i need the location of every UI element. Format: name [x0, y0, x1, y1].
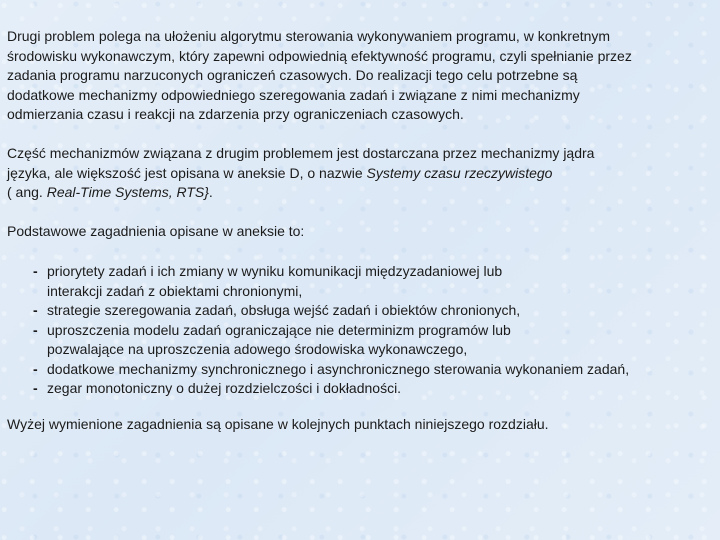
paragraph-3 — [7, 222, 717, 242]
bullet-marker: - — [33, 360, 38, 377]
paragraph-2-line-3 — [7, 183, 717, 203]
list-item-5-line-1: zegar monotoniczny o dużej rozdzielczości i dokładności. — [47, 380, 402, 396]
paragraph-1-line-4: dodatkowe mechanizmy odpowiedniego szeregowania zadań i związane z nimi mechanizmy — [7, 86, 580, 103]
paragraph-2-line-2 — [7, 164, 717, 184]
closing-sentence: Wyżej wymienione zagadnienia są opisane w kolejnych punktach niniejszego rozdziału. — [7, 416, 549, 432]
list-item-1-line-1: priorytety zadań i ich zmiany w wyniku komunikacji międzyzadaniowej lub — [47, 263, 503, 279]
paragraph-2-line-1: Część mechanizmów związana z drugim problemem jest dostarczana przez mechanizmy jądra — [7, 145, 595, 161]
list-item-2-line-1: strategie szeregowania zadań, obsługa wejść zadań i obiektów chronionych, — [47, 302, 521, 318]
paragraph-2 — [7, 144, 717, 203]
list-item-3-line-2: pozwalające na uproszczenia adowego środowiska wykonawczego, — [47, 341, 468, 357]
bullet-marker: - — [33, 302, 38, 318]
paragraph-1-line-3: zadania programu narzuconych ograniczeń czasowych. Do realizacji tego celu potrzebne są — [7, 67, 578, 83]
paragraph-2-english-term: Real-Time Systems, RTS} — [46, 184, 209, 200]
list-intro: Podstawowe zagadnienia opisane w aneksie to: — [7, 223, 305, 239]
paragraph-2-line-3-prefix: ( ang. — [7, 184, 47, 200]
bullet-marker: - — [33, 321, 38, 338]
list-item — [33, 301, 717, 321]
topics-list — [33, 262, 717, 399]
paragraph-1 — [7, 27, 717, 125]
list-item — [33, 262, 717, 301]
paragraph-1-line-2: środowisku wykonawczym, który zapewni odpowiednią efektywność programu, czyli spełnianie przez — [7, 47, 632, 64]
paragraph-2-line-3-suffix: . — [208, 184, 213, 200]
list-item — [33, 379, 717, 399]
paragraph-2-line-2-text: języka, ale większość jest opisana w aneksie D, o nazwie — [7, 164, 367, 181]
bullet-marker: - — [33, 380, 38, 396]
list-item — [33, 360, 717, 380]
list-item-4-line-1: dodatkowe mechanizmy synchronicznego i asynchronicznego sterowania wykonaniem zadań, — [47, 360, 630, 377]
paragraph-1-line-5: odmierzania czasu i reakcji na zdarzenia przy ograniczeniach czasowych. — [7, 106, 464, 122]
list-item — [33, 321, 717, 360]
paragraph-2-italic-title: Systemy czasu rzeczywistego — [366, 164, 553, 181]
paragraph-4 — [7, 415, 717, 435]
list-item-1-line-2: interakcji zadań z obiektami chronionymi, — [47, 282, 303, 299]
bullet-marker: - — [33, 263, 38, 279]
paragraph-1-line-1: Drugi problem polega na ułożeniu algorytmu sterowania wykonywaniem programu, w konkretnym — [7, 28, 611, 44]
list-item-3-line-1: uproszczenia modelu zadań ograniczające nie determinizm programów lub — [47, 321, 511, 338]
